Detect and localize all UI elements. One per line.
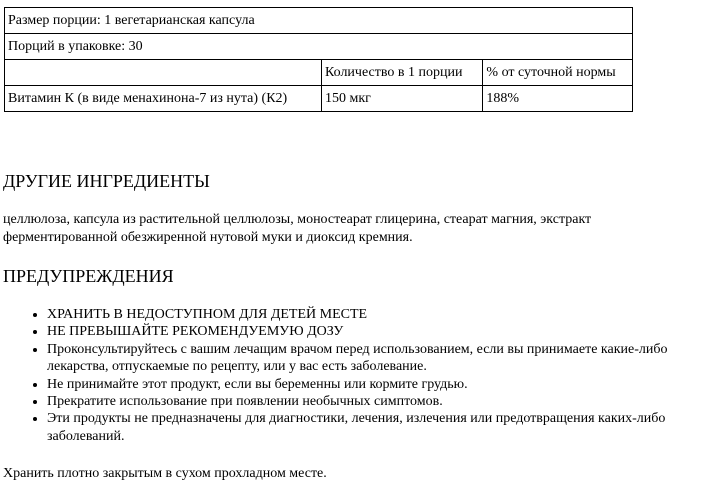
table-header-row — [5, 60, 633, 86]
serving-size-row — [5, 8, 633, 34]
servings-per-container-row — [5, 34, 633, 60]
other-ingredients-text: целлюлоза, капсула из растительной целлюлозы, моностеарат глицерина, стеарат магния, экстракт ферментированной обезжиренной нутовой муки и диоксид кремния. — [3, 212, 592, 245]
list-item: • Прекратите использование при появлении необычных симптомов. — [47, 393, 697, 410]
list-item: • НЕ ПРЕВЫШАЙТЕ РЕКОМЕНДУЕМУЮ ДОЗУ — [47, 323, 697, 340]
header-amount-cell: Количество в 1 порции — [321, 60, 482, 86]
supplement-facts-table — [4, 7, 633, 112]
list-item: • Проконсультируйтесь с вашим лечащим врачом перед использованием, если вы принимаете какие-либо лекарства, отпускаемые по рецепту, или у вас есть заболевание. — [47, 341, 697, 376]
header-blank-cell — [5, 60, 322, 86]
warnings-heading: ПРЕДУПРЕЖДЕНИЯ — [3, 266, 174, 286]
servings-per-container-cell: Порций в упаковке: 30 — [5, 34, 633, 60]
table-row — [5, 86, 633, 112]
list-item: • Не принимайте этот продукт, если вы беременны или кормите грудью. — [47, 376, 697, 393]
list-item: • Эти продукты не предназначены для диагностики, лечения, излечения или предотвращения каких-либо заболеваний. — [47, 410, 697, 445]
other-ingredients-heading: ДРУГИЕ ИНГРЕДИЕНТЫ — [3, 171, 210, 191]
nutrient-daily-value-cell: 188% — [483, 86, 633, 112]
nutrient-name-cell: Витамин К (в виде менахинона-7 из нута) (К2) — [5, 86, 322, 112]
storage-instructions: Хранить плотно закрытым в сухом прохладном месте. — [3, 466, 327, 481]
header-daily-value-cell: % от суточной нормы — [483, 60, 633, 86]
nutrient-amount-cell: 150 мкг — [321, 86, 482, 112]
list-item: • ХРАНИТЬ В НЕДОСТУПНОМ ДЛЯ ДЕТЕЙ МЕСТЕ — [47, 306, 697, 323]
warnings-list — [3, 306, 697, 445]
serving-size-cell: Размер порции: 1 вегетарианская капсула — [5, 8, 633, 34]
